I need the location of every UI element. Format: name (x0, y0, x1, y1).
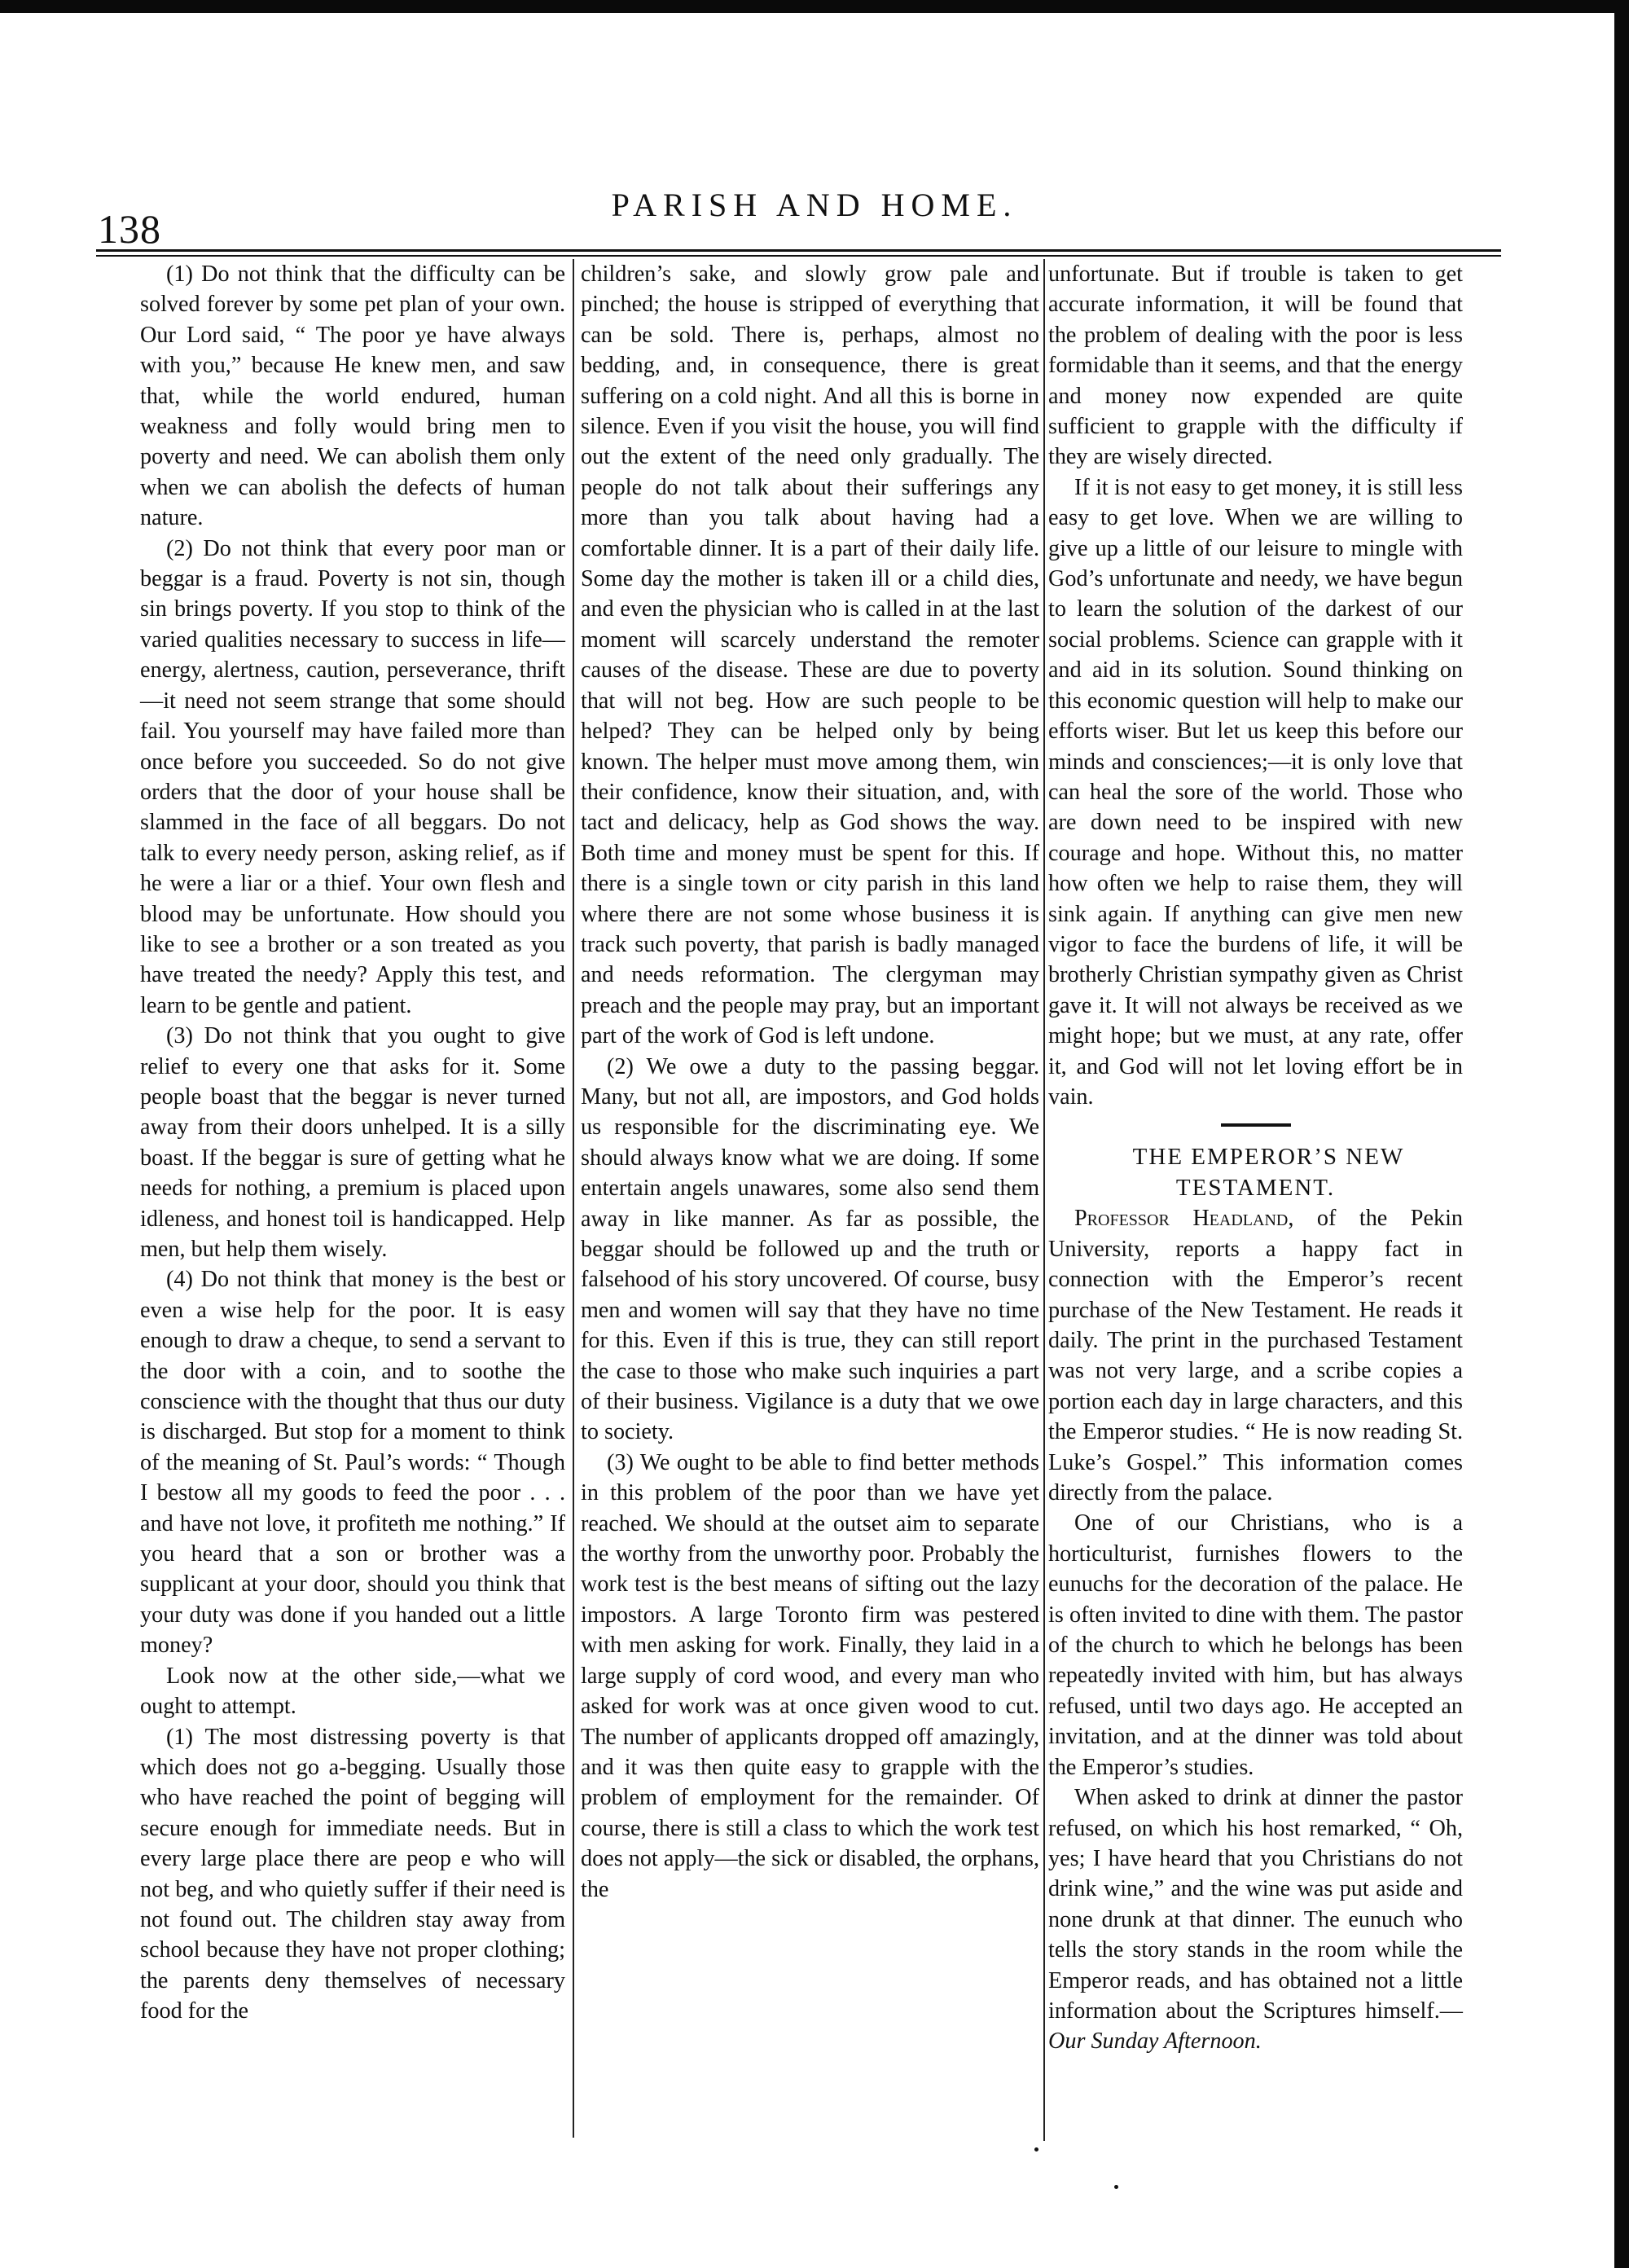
paragraph: If it is not easy to get money, it is still less easy to get love. When we are willing to give up a little of our leisure to mingle with God’s unfortunate and needy, we have begun to learn the solution of the darkest of our social problems. Science can grapple with it and aid in its solution. Sound thinking on this economic question will help to make our efforts wiser. But let us keep this before our minds and consciences;—it is only love that can heal the sore of the world. Those who are down need to be inspired with new courage and hope. Without this, no matter how often we help to raise them, they will sink again. If anything can give men new vigor to face the burdens of life, it will be brotherly Christian sympathy given as Christ gave it. It will not always be received as we might hope; but we must, at any rate, offer it, and God will not let loving effort be in vain. (1048, 474, 1463, 1110)
scan-top-edge (0, 0, 1629, 13)
paragraph: Look now at the other side,—what we ought to attempt. (140, 1663, 565, 1720)
paragraph: (2) We owe a duty to the passing beggar. Many, but not all, are impostors, and God holds us responsible for the discriminating eye. We should always know what we are doing. If some entertain angels unawares, some also send them away in like manner. As far as possible, the beggar should be followed up and the truth or falsehood of his story uncovered. Of course, busy men and women will say that they have no time for this. Even if this is true, they can still report the case to those who make such inquiries a part of their business. Vigilance is a duty that we owe to society. (581, 1053, 1039, 1445)
column-1 (140, 259, 565, 2027)
paragraph: (2) Do not think that every poor man or beggar is a fraud. Poverty is not sin, though sin brings poverty. If you stop to think of the varied qualities necessary to success in life—energy, alertness, caution, perseverance, thrift—it need not seem strange that some should fail. You yourself may have failed more than once before you succeeded. So do not give orders that the door of your house shall be slammed in the face of all beggars. Do not talk to every needy person, asking relief, as if he were a liar or a thief. Your own flesh and blood may be unfortunate. How should you like to see a brother or a son treated as you have treated the needy? Apply this test, and learn to be gentle and patient. (140, 535, 565, 1018)
column-3 (1048, 259, 1463, 2057)
paragraph: (1) Do not think that the difficulty can be solved forever by some pet plan of your own. Our Lord said, “ The poor ye have always with you,” because He knew men, and saw that, while the world endured, human weakness and folly would bring men to poverty and need. We can abolish them only when we can abolish the defects of human nature. (140, 262, 565, 531)
scan-right-edge (1614, 0, 1629, 2268)
article-heading: THE EMPEROR’S NEW TESTAMENT. (1132, 1144, 1405, 1202)
article-paragraph (1048, 1782, 1463, 2057)
article-paragraph (1048, 1203, 1463, 1508)
paragraph: (1) The most distressing poverty is that which does not go a-begging. Usually those who have reached the point of begging will secure enough for immediate needs. But in every large place there are peop e who will not beg, and who quietly suffer if their need is not found out. The children stay away from school because they have not proper clothing; the parents deny themselves of necessary food for the (140, 1724, 565, 2024)
running-title: PARISH AND HOME. (611, 187, 1018, 223)
print-speck (1114, 2185, 1118, 2189)
section-divider (1221, 1123, 1291, 1127)
article-lead: Professor Headland, (1074, 1206, 1294, 1232)
paragraph: (4) Do not think that money is the best or even a wise help for the poor. It is easy enough to draw a cheque, to send a servant to the door with a coin, and to soothe the conscience with the thought that thus our duty is discharged. But stop for a moment to think of the meaning of St. Paul’s words: “ Though I bestow all my goods to feed the poor . . . and have not love, it profiteth me nothing.” If you heard that a son or brother was a supplicant at your door, should you think that your duty was done if you handed out a little money? (140, 1267, 565, 1659)
print-speck (1034, 2147, 1038, 2152)
column-divider-1 (573, 259, 574, 2138)
article-lead-text: of the Pekin University, reports a happy fact in connection with the Emperor’s recent purchase of the New Testament. He reads it daily. The print in the purchased Testament was not very large, and a scribe copies a portion each day in large characters, and this the Emperor studies. “ He is now reading St. Luke’s Gospel.” This information comes directly from the palace. (1048, 1206, 1464, 1506)
column-divider-2 (1043, 259, 1045, 2141)
article-source: Our Sunday Afternoon. (1048, 2028, 1262, 2055)
paragraph: unfortunate. But if trouble is taken to get accurate information, it will be found that the problem of dealing with the poor is less formidable than it seems, and that the energy and money now expended are quite sufficient to grapple with the difficulty if they are wisely directed. (1048, 262, 1463, 470)
article-paragraph: One of our Christians, who is a horticulturist, furnishes flowers to the eunuchs for the decoration of the palace. He is often invited to dine with them. The pastor of the church to which he belongs has been repeatedly invited with him, but has always refused, until two days ago. He accepted an invitation, and at the dinner was told about the Emperor’s studies. (1048, 1510, 1463, 1780)
paragraph: children’s sake, and slowly grow pale and pinched; the house is stripped of everything that can be sold. There is, perhaps, almost no bedding, and, in consequence, there is great suffering on a cold night. And all this is borne in silence. Even if you visit the house, you will find out the extent of the need only gradually. The people do not talk about their sufferings any more than you talk about having had a comfortable dinner. It is a part of their daily life. Some day the mother is taken ill or a child dies, and even the physician who is called in at the last moment will scarcely understand the remoter causes of the disease. These are due to poverty that will not beg. How are such people to be helped? They can be helped only by being known. The helper must move among them, win their confidence, know their situation, and, with tact and delicacy, help as God shows the way. Both time and money must be spent for this. If there is a single town or city parish in this land where there are not some whose business it is track such poverty, that parish is badly managed and needs reformation. The clergyman may preach and the people may pray, but an important part of the work of God is left undone. (581, 262, 1039, 1049)
paragraph: (3) Do not think that you ought to give relief to every one that asks for it. Some people boast that the beggar is never turned away from their doors unhelped. It is a silly boast. If the beggar is sure of getting what he needs for nothing, a premium is placed upon idleness, and honest toil is handicapped. Help men, but help them wisely. (140, 1023, 565, 1262)
header-rule (96, 249, 1501, 252)
header-rule-thin (96, 255, 1501, 257)
article-closing-text: When asked to drink at dinner the pastor refused, on which his host remarked, “ Oh, yes; I have heard that you Christians do not drink wine,” and the wine was put aside and none drunk at that dinner. The eunuch who tells the story stands in the room while the Emperor reads, and has obtained not a little information about the Scriptures himself.— (1048, 1785, 1463, 2024)
column-2 (581, 259, 1039, 1905)
paragraph: (3) We ought to be able to find better methods in this problem of the poor than we have yet reached. We should at the outset aim to separate the worthy from the unworthy poor. Probably the work test is the best means of sifting out the lazy impostors. A large Toronto firm was pestered with men asking for work. Finally, they laid in a large supply of cord wood, and every man who asked for work was at once given wood to cut. The number of applicants dropped off amazingly, and it was then quite easy to grapple with the problem of employment for the remainder. Of course, there is still a class to which the work test does not apply—the sick or disabled, the orphans, the (581, 1449, 1039, 1902)
page-number: 138 (98, 206, 161, 252)
